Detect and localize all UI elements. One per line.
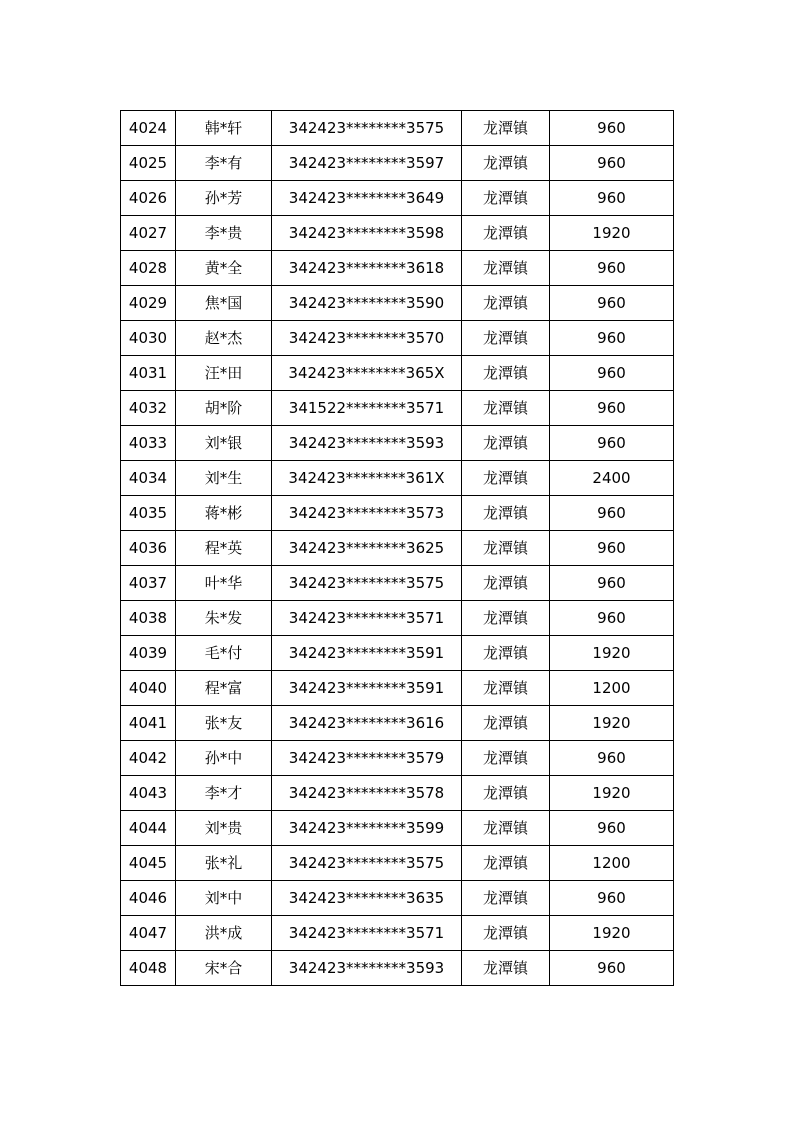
- id-number-cell: 342423********3598: [272, 216, 462, 251]
- name-cell: 焦*国: [176, 286, 272, 321]
- row-number-cell: 4042: [121, 741, 176, 776]
- amount-cell: 960: [550, 601, 674, 636]
- table-row: [121, 811, 674, 846]
- town-cell: 龙潭镇: [462, 811, 550, 846]
- id-number-cell: 342423********3573: [272, 496, 462, 531]
- row-number-cell: 4038: [121, 601, 176, 636]
- town-cell: 龙潭镇: [462, 776, 550, 811]
- id-number-cell: 342423********3570: [272, 321, 462, 356]
- town-cell: 龙潭镇: [462, 881, 550, 916]
- row-number-cell: 4046: [121, 881, 176, 916]
- name-cell: 李*贵: [176, 216, 272, 251]
- id-number-cell: 342423********3575: [272, 566, 462, 601]
- table-row: [121, 286, 674, 321]
- amount-cell: 2400: [550, 461, 674, 496]
- table-row: [121, 566, 674, 601]
- amount-cell: 1920: [550, 916, 674, 951]
- table-row: [121, 881, 674, 916]
- amount-cell: 960: [550, 496, 674, 531]
- name-cell: 张*友: [176, 706, 272, 741]
- table-row: [121, 951, 674, 986]
- town-cell: 龙潭镇: [462, 251, 550, 286]
- name-cell: 胡*阶: [176, 391, 272, 426]
- name-cell: 孙*芳: [176, 181, 272, 216]
- row-number-cell: 4026: [121, 181, 176, 216]
- row-number-cell: 4037: [121, 566, 176, 601]
- id-number-cell: 342423********3597: [272, 146, 462, 181]
- id-number-cell: 342423********3635: [272, 881, 462, 916]
- subsidy-roster-table: [120, 110, 674, 986]
- document-page: [120, 110, 674, 986]
- row-number-cell: 4029: [121, 286, 176, 321]
- amount-cell: 960: [550, 251, 674, 286]
- town-cell: 龙潭镇: [462, 146, 550, 181]
- table-row: [121, 111, 674, 146]
- id-number-cell: 342423********3649: [272, 181, 462, 216]
- table-row: [121, 251, 674, 286]
- name-cell: 赵*杰: [176, 321, 272, 356]
- amount-cell: 960: [550, 531, 674, 566]
- amount-cell: 1920: [550, 216, 674, 251]
- table-row: [121, 391, 674, 426]
- id-number-cell: 342423********3575: [272, 846, 462, 881]
- id-number-cell: 342423********3593: [272, 951, 462, 986]
- name-cell: 孙*中: [176, 741, 272, 776]
- row-number-cell: 4024: [121, 111, 176, 146]
- town-cell: 龙潭镇: [462, 636, 550, 671]
- town-cell: 龙潭镇: [462, 671, 550, 706]
- town-cell: 龙潭镇: [462, 951, 550, 986]
- amount-cell: 960: [550, 391, 674, 426]
- table-row: [121, 461, 674, 496]
- id-number-cell: 342423********3579: [272, 741, 462, 776]
- name-cell: 朱*发: [176, 601, 272, 636]
- row-number-cell: 4028: [121, 251, 176, 286]
- name-cell: 李*才: [176, 776, 272, 811]
- town-cell: 龙潭镇: [462, 286, 550, 321]
- id-number-cell: 342423********3599: [272, 811, 462, 846]
- amount-cell: 960: [550, 741, 674, 776]
- amount-cell: 960: [550, 951, 674, 986]
- row-number-cell: 4039: [121, 636, 176, 671]
- row-number-cell: 4030: [121, 321, 176, 356]
- id-number-cell: 342423********3591: [272, 671, 462, 706]
- town-cell: 龙潭镇: [462, 601, 550, 636]
- row-number-cell: 4025: [121, 146, 176, 181]
- town-cell: 龙潭镇: [462, 111, 550, 146]
- name-cell: 毛*付: [176, 636, 272, 671]
- id-number-cell: 342423********365X: [272, 356, 462, 391]
- id-number-cell: 342423********3618: [272, 251, 462, 286]
- name-cell: 汪*田: [176, 356, 272, 391]
- town-cell: 龙潭镇: [462, 216, 550, 251]
- amount-cell: 960: [550, 146, 674, 181]
- table-row: [121, 916, 674, 951]
- town-cell: 龙潭镇: [462, 566, 550, 601]
- id-number-cell: 342423********3616: [272, 706, 462, 741]
- town-cell: 龙潭镇: [462, 426, 550, 461]
- table-row: [121, 321, 674, 356]
- table-row: [121, 741, 674, 776]
- id-number-cell: 342423********3571: [272, 601, 462, 636]
- table-row: [121, 146, 674, 181]
- name-cell: 宋*合: [176, 951, 272, 986]
- name-cell: 李*有: [176, 146, 272, 181]
- amount-cell: 960: [550, 111, 674, 146]
- row-number-cell: 4035: [121, 496, 176, 531]
- town-cell: 龙潭镇: [462, 916, 550, 951]
- amount-cell: 1200: [550, 671, 674, 706]
- name-cell: 黄*全: [176, 251, 272, 286]
- name-cell: 程*英: [176, 531, 272, 566]
- table-row: [121, 531, 674, 566]
- id-number-cell: 342423********3578: [272, 776, 462, 811]
- town-cell: 龙潭镇: [462, 356, 550, 391]
- row-number-cell: 4033: [121, 426, 176, 461]
- id-number-cell: 342423********3625: [272, 531, 462, 566]
- table-row: [121, 776, 674, 811]
- amount-cell: 960: [550, 321, 674, 356]
- name-cell: 洪*成: [176, 916, 272, 951]
- row-number-cell: 4043: [121, 776, 176, 811]
- amount-cell: 1920: [550, 636, 674, 671]
- row-number-cell: 4047: [121, 916, 176, 951]
- name-cell: 刘*贵: [176, 811, 272, 846]
- table-row: [121, 496, 674, 531]
- name-cell: 刘*中: [176, 881, 272, 916]
- row-number-cell: 4045: [121, 846, 176, 881]
- table-row: [121, 216, 674, 251]
- row-number-cell: 4027: [121, 216, 176, 251]
- town-cell: 龙潭镇: [462, 496, 550, 531]
- amount-cell: 960: [550, 286, 674, 321]
- name-cell: 韩*轩: [176, 111, 272, 146]
- name-cell: 刘*生: [176, 461, 272, 496]
- amount-cell: 960: [550, 356, 674, 391]
- row-number-cell: 4040: [121, 671, 176, 706]
- id-number-cell: 342423********3590: [272, 286, 462, 321]
- roster-body: [121, 111, 674, 986]
- row-number-cell: 4032: [121, 391, 176, 426]
- amount-cell: 1200: [550, 846, 674, 881]
- amount-cell: 960: [550, 881, 674, 916]
- town-cell: 龙潭镇: [462, 461, 550, 496]
- amount-cell: 960: [550, 426, 674, 461]
- amount-cell: 1920: [550, 706, 674, 741]
- town-cell: 龙潭镇: [462, 181, 550, 216]
- id-number-cell: 342423********3593: [272, 426, 462, 461]
- name-cell: 程*富: [176, 671, 272, 706]
- table-row: [121, 601, 674, 636]
- row-number-cell: 4044: [121, 811, 176, 846]
- table-row: [121, 181, 674, 216]
- town-cell: 龙潭镇: [462, 531, 550, 566]
- amount-cell: 1920: [550, 776, 674, 811]
- town-cell: 龙潭镇: [462, 391, 550, 426]
- table-row: [121, 356, 674, 391]
- row-number-cell: 4034: [121, 461, 176, 496]
- table-row: [121, 671, 674, 706]
- table-row: [121, 846, 674, 881]
- row-number-cell: 4041: [121, 706, 176, 741]
- id-number-cell: 342423********3591: [272, 636, 462, 671]
- name-cell: 叶*华: [176, 566, 272, 601]
- table-row: [121, 706, 674, 741]
- row-number-cell: 4036: [121, 531, 176, 566]
- row-number-cell: 4031: [121, 356, 176, 391]
- town-cell: 龙潭镇: [462, 846, 550, 881]
- amount-cell: 960: [550, 566, 674, 601]
- name-cell: 刘*银: [176, 426, 272, 461]
- id-number-cell: 342423********3571: [272, 916, 462, 951]
- amount-cell: 960: [550, 811, 674, 846]
- town-cell: 龙潭镇: [462, 321, 550, 356]
- amount-cell: 960: [550, 181, 674, 216]
- id-number-cell: 341522********3571: [272, 391, 462, 426]
- name-cell: 张*礼: [176, 846, 272, 881]
- id-number-cell: 342423********361X: [272, 461, 462, 496]
- table-row: [121, 636, 674, 671]
- row-number-cell: 4048: [121, 951, 176, 986]
- id-number-cell: 342423********3575: [272, 111, 462, 146]
- table-row: [121, 426, 674, 461]
- name-cell: 蒋*彬: [176, 496, 272, 531]
- town-cell: 龙潭镇: [462, 706, 550, 741]
- town-cell: 龙潭镇: [462, 741, 550, 776]
